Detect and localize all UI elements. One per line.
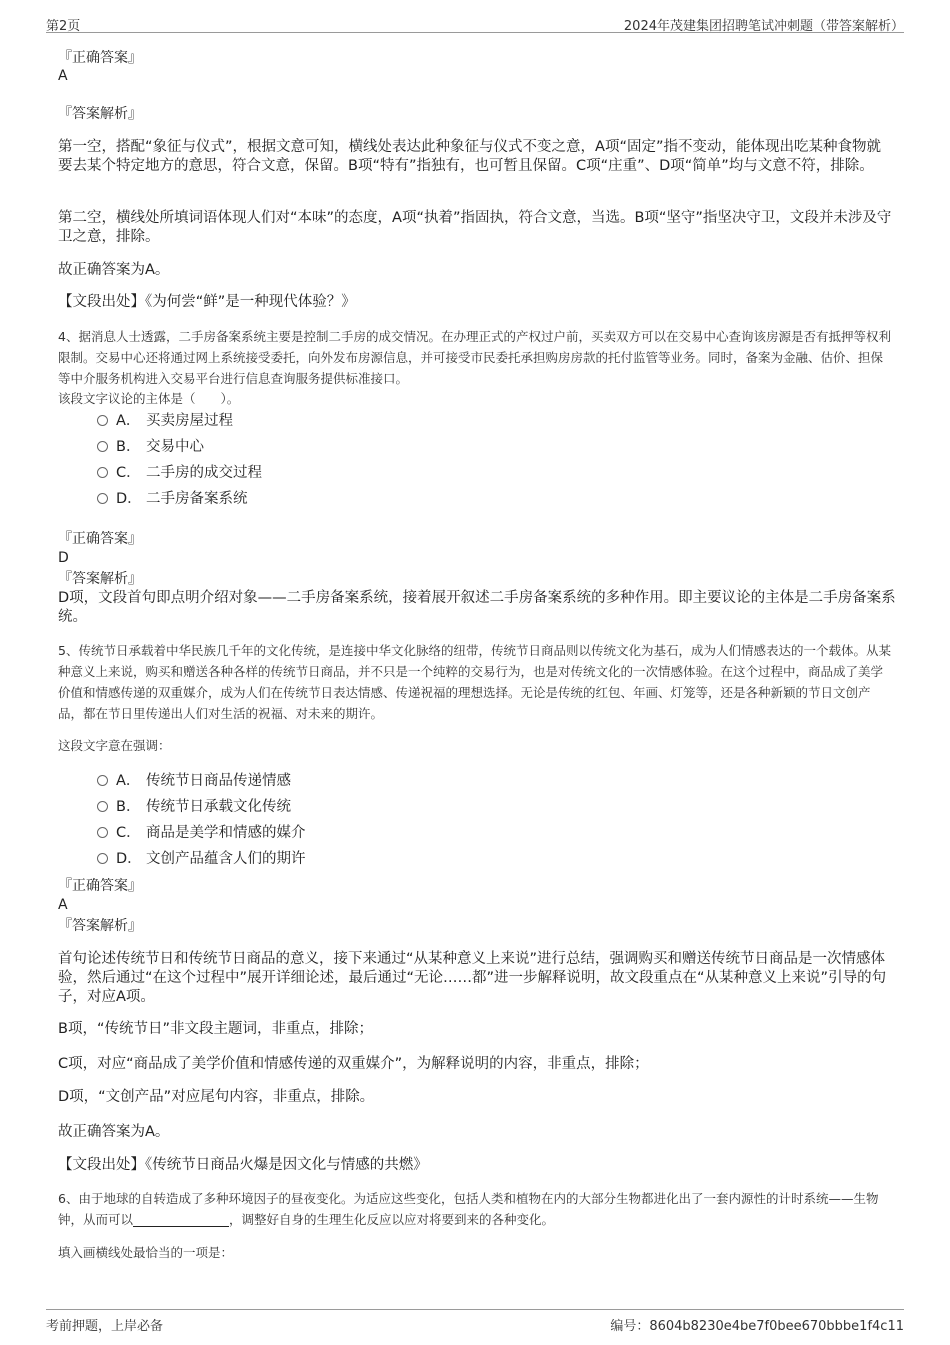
radio-icon[interactable] [97,415,108,426]
question-prompt: 这段文字意在强调： [58,738,171,753]
radio-icon[interactable] [97,775,108,786]
answer-value: A [58,68,68,84]
option-b[interactable] [97,437,204,457]
analysis-paragraph: 第一空，搭配“象征与仪式”，根据文意可知，横线处表达此种象征与仪式不变之意，A项“固定”指不变动，能体现出吃某种食物就要去某个特定地方的意思，符合文意，保留。B项“特有”指独有，也可暂且保留。C项“庄重”、D项“简单”均与文意不符，排除。 [58,139,881,174]
stem-text: ，调整好自身的生理生化反应以应对将要到来的各种变化。 [229,1212,555,1227]
option-key: A． [116,773,141,789]
radio-icon[interactable] [97,467,108,478]
option-text: 买卖房屋过程 [146,413,233,429]
analysis-paragraph: 第二空，横线处所填词语体现人们对“本味”的态度，A项“执着”指固执，符合文意，当选。B项“坚守”指坚决守卫，文段并未涉及守卫之意，排除。 [58,210,892,245]
question-stem [58,1188,894,1230]
radio-icon[interactable] [97,801,108,812]
option-key: D． [116,491,142,507]
analysis-paragraph: D项，文段首句即点明介绍对象——二手房备案系统，接着展开叙述二手房备案系统的多种作用。即主要议论的主体是二手房备案系统。 [58,590,896,625]
option-c[interactable] [97,823,306,843]
option-d[interactable] [97,489,248,509]
radio-icon[interactable] [97,827,108,838]
fill-blank [133,1212,229,1227]
answer-value: D [58,550,69,566]
answer-label: 『正确答案』 [58,50,142,66]
question-stem: 4、据消息人士透露，二手房备案系统主要是控制二手房的成交情况。在办理正式的产权过户前，买卖双方可以在交易中心查询该房源是否有抵押等权利限制。交易中心还将通过网上系统接受委托，向外发布房源信息，并可接受市民委托承担购房房款的托付监管等业务。同时，备案为金融、估价、担保等中介服务机构进入交易平台进行信息查询服务提供标准接口。 [58,329,891,386]
option-a[interactable] [97,411,233,431]
radio-icon[interactable] [97,853,108,864]
analysis-label: 『答案解析』 [58,571,142,587]
radio-icon[interactable] [97,493,108,504]
analysis-option-b: B项，“传统节日”非文段主题词，非重点，排除； [58,1021,373,1037]
footer-slogan: 考前押题，上岸必备 [46,1319,164,1334]
option-d[interactable] [97,849,306,869]
answer-value: A [58,897,68,913]
option-text: 传统节日承载文化传统 [146,799,291,815]
option-key: B． [116,439,141,455]
analysis-option-d: D项，“文创产品”对应尾句内容，非重点，排除。 [58,1089,375,1105]
answer-conclusion: 故正确答案为A。 [58,1124,170,1140]
stem-text: 6、由于地球的自转造成了多种环境因子的昼夜变化。为适应这些变化，包括人类和植物在内的大部分生物都进化出了一套内源性的计时系统——生物钟，从而可以 [58,1191,879,1227]
option-text: 交易中心 [146,439,204,455]
radio-icon[interactable] [97,441,108,452]
option-text: 商品是美学和情感的媒介 [146,825,306,841]
answer-label: 『正确答案』 [58,878,142,894]
option-key: C． [116,465,141,481]
question-prompt: 填入画横线处最恰当的一项是： [58,1245,234,1260]
page-number: 第2页 [46,19,81,34]
analysis-label: 『答案解析』 [58,918,142,934]
question-stem: 5、传统节日承载着中华民族几千年的文化传统，是连接中华文化脉络的纽带，传统节日商品则以传统文化为基石，成为人们情感表达的一个载体。从某种意义上来说，购买和赠送各种各样的传统节日商品，并不只是一个纯粹的交易行为，也是对传统文化的一次情感体验。在这个过程中，商品成了美学价值和情感传递的双重媒介，成为人们在传统节日表达情感、传递祝福的理想选择。无论是传统的红包、年画、灯笼等，还是各种新颖的节日文创产品，都在节日里传递出人们对生活的祝福、对未来的期许。 [58,643,891,721]
option-key: B． [116,799,141,815]
passage-source: 【文段出处】《为何尝“鲜”是一种现代体验？》 [58,294,356,310]
passage-source: 【文段出处】《传统节日商品火爆是因文化与情感的共燃》 [58,1157,428,1173]
option-key: C． [116,825,141,841]
analysis-label: 『答案解析』 [58,106,142,122]
answer-conclusion: 故正确答案为A。 [58,262,170,278]
option-text: 二手房的成交过程 [146,465,262,481]
option-c[interactable] [97,463,262,483]
question-prompt: 该段文字议论的主体是（ ）。 [58,391,240,406]
option-text: 传统节日商品传递情感 [146,773,291,789]
document-title: 2024年茂建集团招聘笔试冲刺题（带答案解析） [623,19,904,34]
answer-label: 『正确答案』 [58,531,142,547]
analysis-paragraph: 首句论述传统节日和传统节日商品的意义，接下来通过“从某种意义上来说”进行总结，强调购买和赠送传统节日商品是一次情感体验，然后通过“在这个过程中”展开详细论述，最后通过“无论……都”进一步解释说明，故文段重点在“从某种意义上来说”引导的句子，对应A项。 [58,951,887,1005]
option-a[interactable] [97,771,291,791]
option-text: 二手房备案系统 [146,491,248,507]
option-key: D． [116,851,142,867]
analysis-option-c: C项，对应“商品成了美学价值和情感传递的双重媒介”，为解释说明的内容，非重点，排除； [58,1056,649,1072]
option-b[interactable] [97,797,291,817]
option-text: 文创产品蕴含人们的期许 [146,851,306,867]
option-key: A． [116,413,141,429]
document-code: 编号：8604b8230e4be7f0bee670bbbe1f4c11 [610,1319,904,1334]
page-footer [46,1309,904,1334]
